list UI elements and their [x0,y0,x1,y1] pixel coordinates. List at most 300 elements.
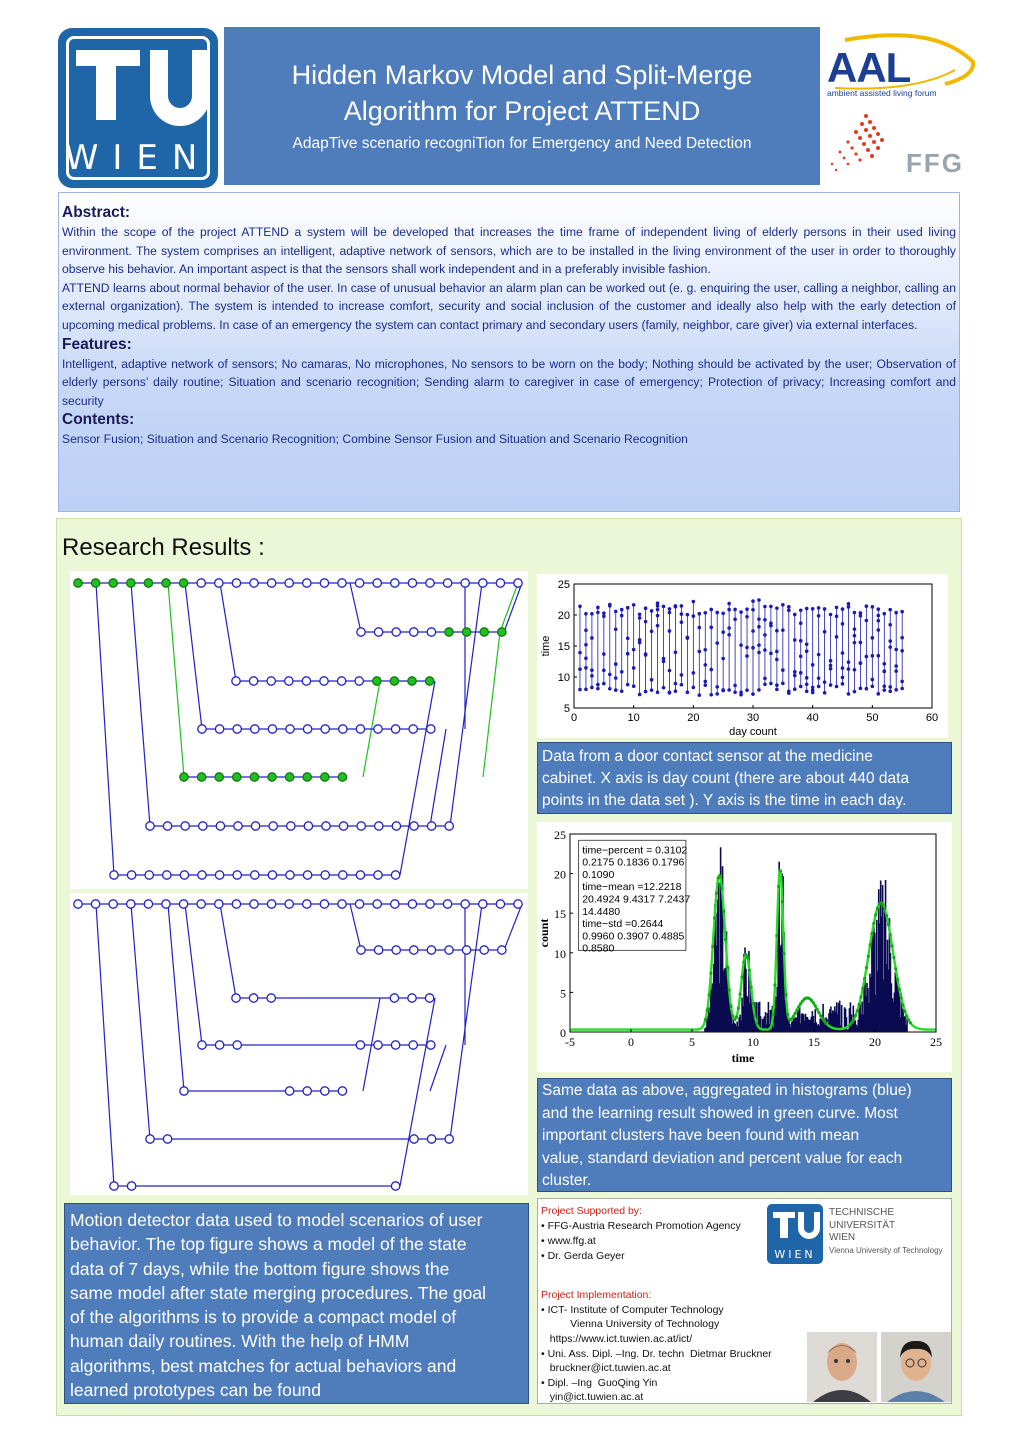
caption-line: important clusters have been found with mean [542,1127,860,1144]
data-point [745,607,749,611]
data-point [614,627,618,631]
data-point [769,621,773,625]
data-point [763,677,767,681]
supported-heading: Project Supported by: [541,1205,642,1217]
x-axis-label: time [731,1051,755,1065]
data-point [709,608,713,612]
mixture-point [707,993,710,996]
data-point [680,673,684,677]
state-node [320,900,328,908]
mixture-point [709,972,712,975]
state-node [110,1182,118,1190]
data-point [715,692,719,696]
x-tick-label: 10 [747,1035,759,1049]
state-node [480,628,488,636]
state-node [303,725,311,733]
state-node [179,579,187,587]
y-tick-label: 0 [560,1026,566,1040]
state-node [374,725,382,733]
caption-line: cabinet. X axis is day count (there are about 440 data [542,770,910,787]
state-node [391,579,399,587]
state-node [285,677,293,685]
mixture-point [858,1003,861,1006]
data-point [799,608,803,612]
state-node [498,628,506,636]
state-node [215,1041,223,1049]
data-point [894,664,898,668]
data-point [590,674,594,678]
mixture-point [896,978,899,981]
implementation-item: Vienna University of Technology [541,1318,720,1330]
x-tick-label: 0 [570,712,578,724]
state-node [163,1135,171,1143]
abstract-paragraph-2 [62,279,956,335]
data-point [847,602,851,606]
state-node [355,579,363,587]
state-node [322,822,330,830]
data-point [775,650,779,654]
data-point [829,683,833,687]
data-point [596,683,600,687]
data-point [680,620,684,624]
data-point [721,630,725,634]
mixture-point [825,1022,828,1025]
state-node [427,822,435,830]
data-point [632,648,636,652]
state-node [197,773,205,781]
data-point [745,615,749,619]
supported-item: • FFG-Austria Research Promotion Agency [541,1220,741,1232]
data-point [626,652,630,656]
data-point [757,625,761,629]
data-point [620,614,624,618]
data-point [853,611,857,615]
caption-line: algorithms, best matches for actual behaviors and [70,1355,457,1376]
data-point [644,606,648,610]
state-node [408,579,416,587]
state-node [74,579,82,587]
state-node [462,946,470,954]
data-point [888,689,892,693]
data-point [763,618,767,622]
state-node [498,946,506,954]
data-point [656,608,660,612]
caption-line: of the algorithms is to provide a compact model of [70,1307,457,1328]
data-point [877,614,881,618]
mixture-point [742,960,745,963]
data-point [847,692,851,696]
data-point [817,606,821,610]
data-point [888,623,892,627]
state-node [374,628,382,636]
data-point [584,629,588,633]
data-point [877,628,881,632]
data-point [805,682,809,686]
project-info-box [537,1198,952,1404]
data-point [596,687,600,691]
data-point [650,609,654,613]
state-node [427,1041,435,1049]
data-point [865,687,869,691]
mixture-point [750,986,753,989]
data-point [757,598,761,602]
data-point [692,600,696,604]
data-point [584,656,588,660]
state-node [215,871,223,879]
state-node [250,900,258,908]
mixture-point [865,966,868,969]
data-point [578,667,582,671]
x-tick-label: 40 [806,712,819,724]
state-transition-edge [500,583,518,632]
data-point [894,611,898,615]
mixture-point [739,992,742,995]
door-sensor-chart [537,574,948,738]
data-point [882,662,886,666]
state-node [199,822,207,830]
mixture-point [740,975,743,978]
state-transition-edge [450,583,482,826]
state-node [233,725,241,733]
data-point [668,611,672,615]
mixture-point [744,953,747,956]
state-node [514,900,522,908]
data-point [871,605,875,609]
data-point [829,659,833,663]
mixture-point [713,916,716,919]
tu-wordmark-line: UNIVERSITÄT [829,1219,896,1231]
state-node [267,994,275,1002]
mixture-point [792,1015,795,1018]
data-point [763,633,767,637]
state-transition-edge [96,904,114,1186]
mixture-point [881,903,884,906]
data-point [877,607,881,611]
state-node [268,725,276,733]
abstract-line: ATTEND learns about normal behavior of the user. In case of unusual behavior an alarm plan can be worked out (e. g. enquiring the user, calling [62,280,838,295]
data-point [811,663,815,667]
state-node [445,1135,453,1143]
data-point [757,643,761,647]
stats-text: time−std =0.2644 [582,918,664,931]
data-point [775,606,779,610]
data-point [727,688,731,692]
data-point [853,690,857,694]
data-point [781,682,785,686]
tu-wien-small-logo [767,1204,823,1264]
state-node [410,628,418,636]
state-node [374,946,382,954]
mixture-point [781,900,784,903]
mixture-point [773,983,776,986]
title-line-1: Hidden Markov Model and Split-Merge [291,60,753,90]
state-node [391,871,399,879]
data-point [888,645,892,649]
data-point [799,655,803,659]
state-node [249,677,257,685]
data-point [584,688,588,692]
data-point [805,649,809,653]
state-transition-edge [350,583,361,632]
data-point [662,686,666,690]
data-point [799,639,803,643]
data-point [865,604,869,608]
state-node [445,946,453,954]
mixture-point [814,1004,817,1007]
data-point [900,649,904,653]
data-point [859,687,863,691]
data-point [614,610,618,614]
state-node [127,1182,135,1190]
state-node [339,822,347,830]
data-point [841,622,845,626]
implementation-email[interactable]: bruckner@ict.tuwien.ac.at [541,1362,671,1374]
mixture-point [812,1001,815,1004]
data-point [733,608,737,612]
state-transition-edge [504,904,522,950]
data-point [614,688,618,692]
data-point [793,638,797,642]
state-node [427,628,435,636]
y-tick-label: 5 [560,986,566,1001]
data-point [626,683,630,687]
implementation-link[interactable]: https://www.ict.tuwien.ac.at/ict/ [541,1333,693,1345]
state-node [410,1135,418,1143]
stats-text: 0.2175 0.1836 0.1796 [582,856,685,869]
data-point [703,683,707,687]
state-node [496,900,504,908]
state-node [391,725,399,733]
data-point [668,691,672,695]
state-node [320,579,328,587]
data-point [608,673,612,677]
data-point [894,688,898,692]
data-point [799,621,803,625]
state-node [409,725,417,733]
data-point [626,636,630,640]
data-point [680,604,684,608]
y-tick-label: 5 [563,703,570,715]
state-node [445,822,453,830]
mixture-point [735,1015,738,1018]
state-model-7-days-figure [70,571,528,889]
data-point [733,684,737,688]
state-node [146,822,154,830]
y-tick-label: 20 [554,867,566,882]
state-node [110,871,118,879]
data-point [841,666,845,670]
data-point [644,690,648,694]
mixture-point [731,1015,734,1018]
supported-item: • www.ffg.at [541,1235,596,1247]
x-tick-label: 10 [627,712,640,724]
data-point [900,680,904,684]
data-point [698,693,702,697]
state-node [249,994,257,1002]
abstract-line: preferably invisible fashion. [564,262,711,277]
state-node [461,579,469,587]
mixture-point [852,1018,855,1021]
state-transition-edge [185,904,202,1045]
histogram-caption [537,1078,952,1192]
abstract-line: their used living environment. The system comprises an intelligent, adaptive network of sensors, which are to be installed in the living [62,225,956,258]
data-point [698,612,702,616]
state-node [443,579,451,587]
state-node [357,628,365,636]
data-point [656,614,660,618]
data-point [841,607,845,611]
data-point [727,633,731,637]
data-point [715,611,719,615]
state-node [375,822,383,830]
data-point [775,629,779,633]
state-node [374,1041,382,1049]
state-node [425,994,433,1002]
features-text [62,355,956,411]
state-node [267,677,275,685]
person-photo-icon [807,1332,877,1402]
data-point [853,668,857,672]
data-point [787,605,791,609]
data-point [680,683,684,687]
state-node [462,628,470,636]
data-point [602,652,606,656]
stats-text: time−mean =12.2218 [582,881,682,894]
data-point [578,651,582,655]
data-point [590,668,594,672]
x-tick-label: 20 [687,712,700,724]
data-point [900,610,904,614]
abstract-line: Within the scope of the project ATTEND a system will be developed that increases the time frame of independent living of elderly persons in [62,225,862,239]
state-node [427,725,435,733]
data-point [871,678,875,682]
state-model-diagram-top [70,571,528,889]
state-node [427,1135,435,1143]
y-tick-label: 25 [557,579,570,591]
aal-logo-text: AAL [827,44,911,91]
data-point [638,641,642,645]
data-point [686,691,690,695]
data-point [602,668,606,672]
state-node [268,871,276,879]
state-model-diagram-bottom [70,893,528,1195]
state-node [461,900,469,908]
data-point [775,658,779,662]
state-node [251,871,259,879]
data-point [865,619,869,623]
state-node [179,900,187,908]
data-point [608,604,612,608]
mixture-point [733,1018,736,1021]
mixture-point [793,1012,796,1015]
mixture-point [706,1009,709,1012]
data-point [644,620,648,624]
mixture-point [850,1021,853,1024]
mixture-point [722,910,725,913]
data-point [703,611,707,615]
state-node [356,871,364,879]
caption-line: points in the data set ). Y axis is the time in each day. [542,792,907,809]
tu-wien-logo [58,28,218,188]
histogram-chart-svg [537,822,952,1072]
state-node [426,900,434,908]
state-node [356,725,364,733]
data-point [668,629,672,633]
data-point [578,688,582,692]
data-point [638,612,642,616]
implementation-email[interactable]: yin@ict.tuwien.ac.at [541,1391,644,1403]
state-node [391,1182,399,1190]
mixture-point [711,945,714,948]
mixture-point [726,965,729,968]
x-axis-label: day count [729,726,777,738]
data-point [793,687,797,691]
abstract-line: a neighbor, calling an external organization). The system is intended to increase comfort, security and social inclusion of the customer and [62,280,956,314]
state-node [427,946,435,954]
data-point [620,608,624,612]
data-point [650,629,654,633]
data-point [727,626,731,630]
abstract-paragraph-1 [62,223,956,279]
state-transition-edge [131,583,150,826]
data-point [763,682,767,686]
state-transition-edge [430,729,446,826]
data-point [745,646,749,650]
data-point [721,657,725,661]
state-node [286,725,294,733]
mixture-point [819,1014,822,1017]
research-results-title: Research Results : [62,534,265,561]
data-point [596,606,600,610]
state-node [373,579,381,587]
stats-text: 0.1090 [582,868,615,881]
state-node [286,871,294,879]
data-point [811,607,815,611]
abstract-line: ideally also help with the early detection of upcoming medical problems. In case of an emergency the system can contact primary and [62,299,956,332]
data-point [692,686,696,690]
mixture-point [885,914,888,917]
data-point [721,688,725,692]
state-node [285,579,293,587]
data-point [888,639,892,643]
state-node [303,1087,311,1095]
state-node [146,1135,154,1143]
data-point [853,634,857,638]
state-node [162,579,170,587]
x-tick-label: -5 [565,1035,575,1049]
state-node [215,773,223,781]
data-point [882,612,886,616]
data-point [674,689,678,693]
ffg-logo [826,110,966,180]
state-transition-edge [168,583,184,777]
state-node [233,773,241,781]
state-node [267,900,275,908]
state-node [443,900,451,908]
data-point [817,685,821,689]
x-tick-label: 15 [808,1035,820,1049]
mixture-point [890,944,893,947]
data-point [715,685,719,689]
mixture-point [869,943,872,946]
data-point [602,611,606,615]
stats-text: 20.4924 9.4317 7.2437 [582,893,691,906]
state-node [425,677,433,685]
data-point [823,607,827,611]
data-point [608,687,612,691]
data-point [871,654,875,658]
data-point [727,608,731,612]
